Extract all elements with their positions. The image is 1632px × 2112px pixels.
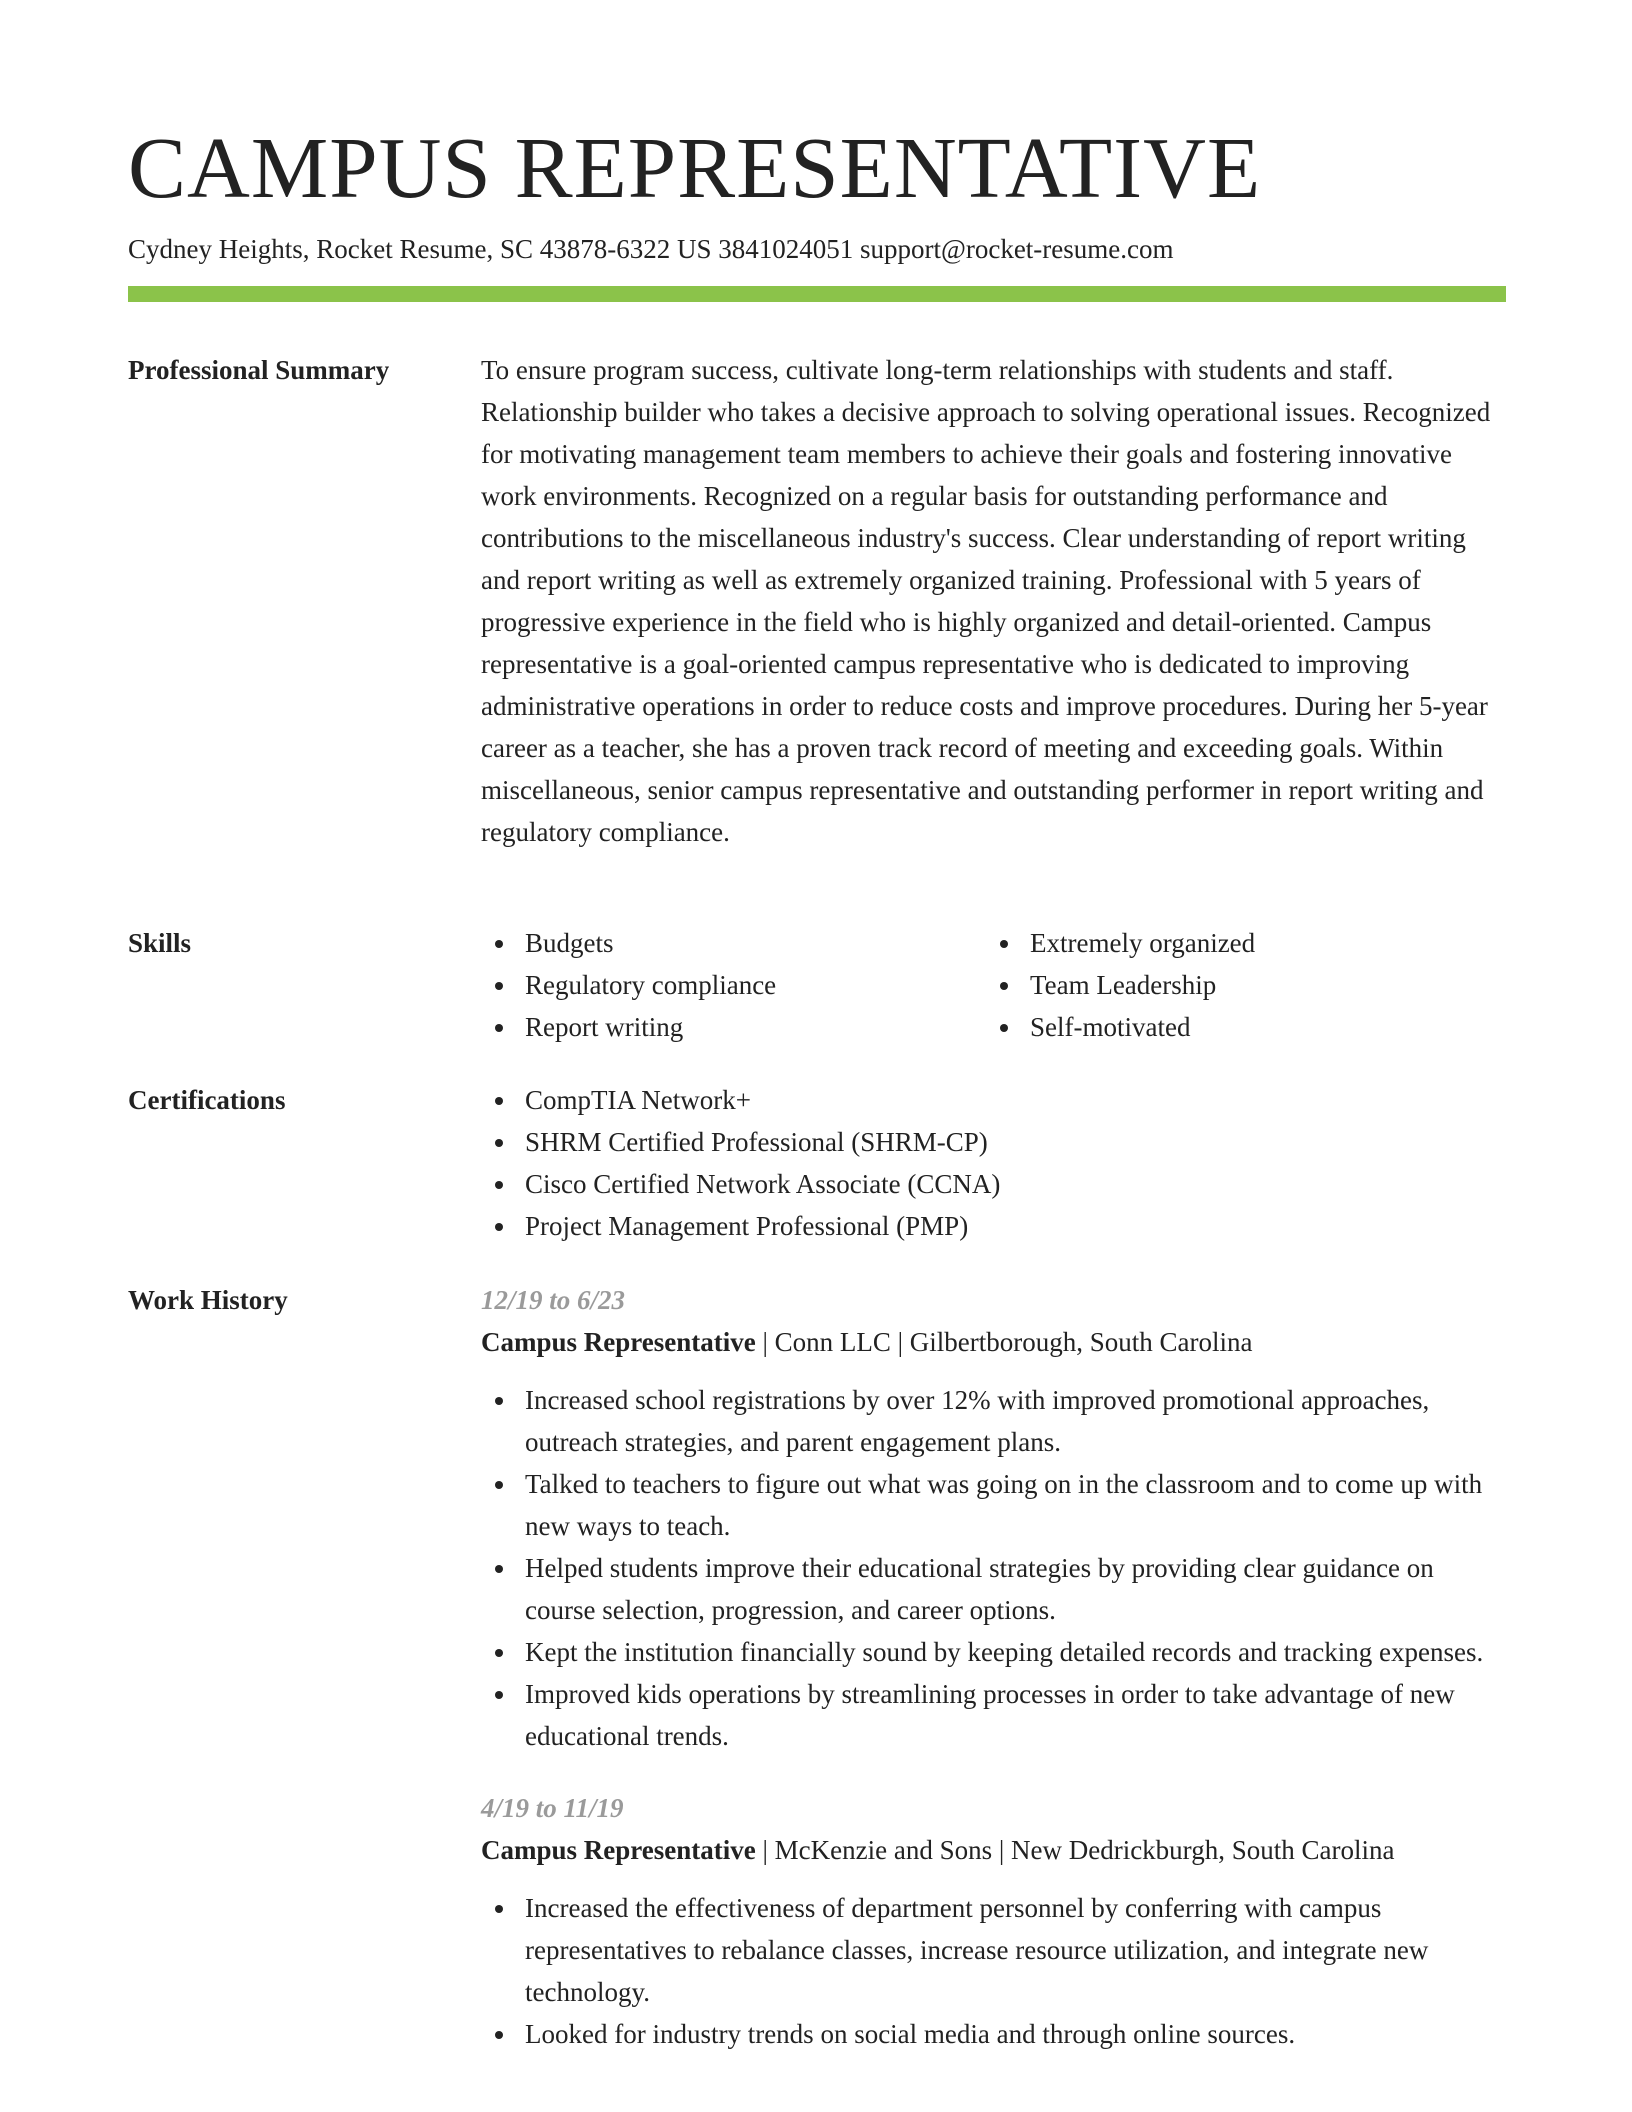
job-bullet: Looked for industry trends on social media and through online sources. bbox=[481, 2013, 1506, 2055]
work-history-heading: Work History bbox=[128, 1285, 288, 1315]
summary-text: To ensure program success, cultivate long-term relationships with students and staff. Relationship builder who takes a decisive approach to solving operational issues. Recognized for motivating management team members to achieve their goals and fostering innovative work environments. Recognized on a regular basis for outstanding performance and contributions to the miscellaneous industry's success. Clear understanding of report writing and report writing as well as extremely organized training. Professional with 5 years of progressive experience in the field who is highly organized and detail-oriented. Campus representative is a goal-oriented campus representative who is dedicated to improving administrative operations in order to reduce costs and improve procedures. During her 5-year career as a teacher, she has a proven track record of meeting and exceeding goals. Within miscellaneous, senior campus representative and outstanding performer in report writing and regulatory compliance. bbox=[481, 355, 1491, 847]
job-bullets bbox=[481, 1887, 1506, 2055]
certifications-list bbox=[481, 1079, 1506, 1247]
job-bullet: Talked to teachers to figure out what was going on in the classroom and to come up with new ways to teach. bbox=[481, 1463, 1506, 1547]
certifications-body bbox=[481, 1079, 1506, 1247]
skills-body bbox=[481, 922, 1506, 1048]
summary-body bbox=[481, 349, 1506, 853]
skill-item: Team Leadership bbox=[986, 964, 1491, 1006]
job-bullet: Kept the institution financially sound by keeping detailed records and tracking expenses. bbox=[481, 1631, 1506, 1673]
certifications-heading: Certifications bbox=[128, 1085, 286, 1115]
job-dates: 4/19 to 11/19 bbox=[481, 1793, 624, 1823]
job-bullets bbox=[481, 1379, 1506, 1757]
skill-item: Regulatory compliance bbox=[481, 964, 986, 1006]
resume-title: CAMPUS REPRESENTATIVE bbox=[128, 119, 1262, 216]
job-title: Campus Representative bbox=[481, 1327, 756, 1357]
skill-item: Extremely organized bbox=[986, 922, 1491, 964]
job-title: Campus Representative bbox=[481, 1835, 756, 1865]
certification-item: Project Management Professional (PMP) bbox=[481, 1205, 1506, 1247]
skills-heading: Skills bbox=[128, 928, 192, 958]
job-bullet: Improved kids operations by streamlining processes in order to take advantage of new educational trends. bbox=[481, 1673, 1506, 1757]
contact-line: Cydney Heights, Rocket Resume, SC 43878-6322 US 3841024051 support@rocket-resume.com bbox=[128, 234, 1174, 264]
summary-heading: Professional Summary bbox=[128, 355, 390, 385]
job-entry bbox=[481, 1787, 1506, 2055]
job-bullet: Increased the effectiveness of department personnel by conferring with campus representatives to rebalance classes, increase resource utilization, and integrate new technology. bbox=[481, 1887, 1506, 2013]
skill-item: Report writing bbox=[481, 1006, 986, 1048]
certification-item: SHRM Certified Professional (SHRM-CP) bbox=[481, 1121, 1506, 1163]
skills-list-left bbox=[481, 922, 986, 1048]
job-employer-location: | Conn LLC | Gilbertborough, South Carolina bbox=[755, 1327, 1253, 1357]
job-bullet: Increased school registrations by over 12% with improved promotional approaches, outreach strategies, and parent engagement plans. bbox=[481, 1379, 1506, 1463]
certification-item: Cisco Certified Network Associate (CCNA) bbox=[481, 1163, 1506, 1205]
job-employer-location: | McKenzie and Sons | New Dedrickburgh, South Carolina bbox=[755, 1835, 1395, 1865]
certification-item: CompTIA Network+ bbox=[481, 1079, 1506, 1121]
skill-item: Self-motivated bbox=[986, 1006, 1491, 1048]
job-header bbox=[481, 1321, 1506, 1363]
job-entry bbox=[481, 1279, 1506, 1757]
job-bullet: Helped students improve their educational strategies by providing clear guidance on course selection, progression, and career options. bbox=[481, 1547, 1506, 1631]
job-header bbox=[481, 1829, 1506, 1871]
skill-item: Budgets bbox=[481, 922, 986, 964]
job-dates: 12/19 to 6/23 bbox=[481, 1285, 626, 1315]
skills-list-right bbox=[986, 922, 1491, 1048]
work-history-body bbox=[481, 1279, 1506, 2055]
accent-divider bbox=[128, 286, 1506, 302]
